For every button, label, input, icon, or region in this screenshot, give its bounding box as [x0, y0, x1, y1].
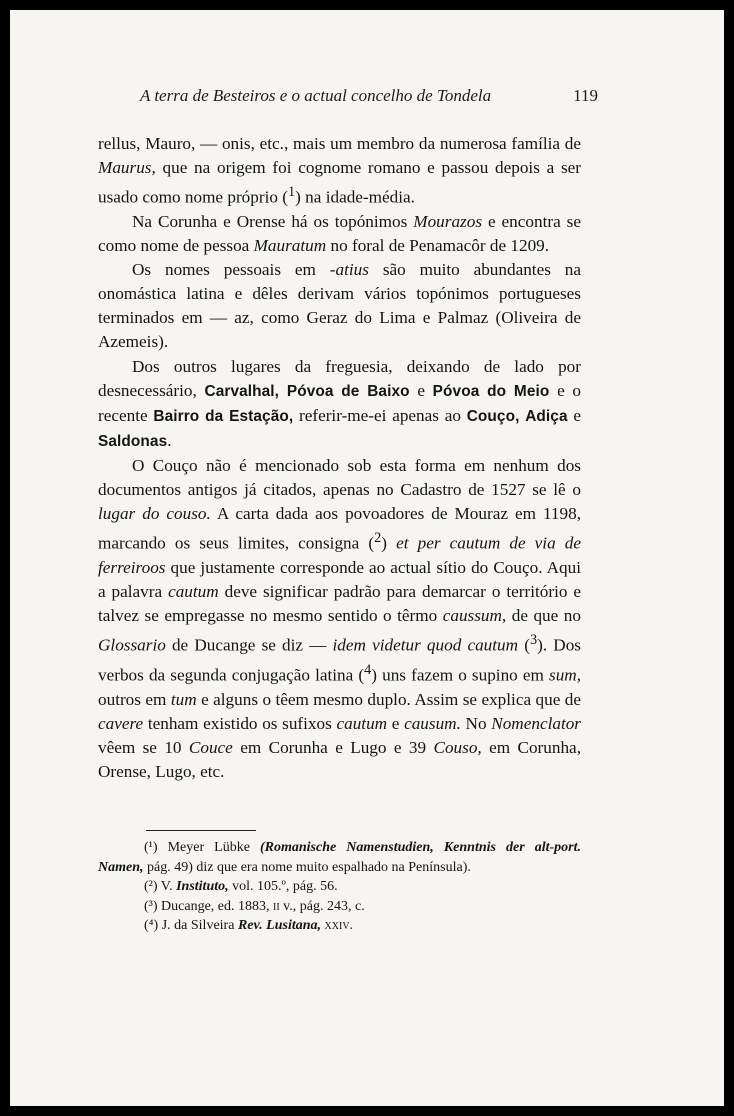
running-title: A terra de Besteiros e o actual concelho de Tondela	[140, 86, 492, 105]
footnote-ref-2: 2	[374, 530, 382, 547]
footnote-3: (³) Ducange, ed. 1883, ii v., pág. 243, c.	[144, 898, 365, 914]
place-bairro-estacao: Bairro da Estação,	[153, 407, 294, 425]
place-carvalhal-povoa-baixo: Carvalhal, Póvoa de Baixo	[204, 382, 410, 400]
paragraph-5: O Couço não é mencionado sob esta forma em nenhum dos documentos antigos já citados, apenas no Cadastro de 1527 se lê o lugar do couso. A carta dada aos povoadores de Mouraz em 1198, marcando os seus limites, consigna ($^2$) et per cautum de via de ferreiroos que justamente corresponde ao actual sítio do Couço. Aqui a palavra cautum deve significar padrão para demarcar o território e talvez se empregasse no mesmo sentido o têrmo caussum, de que no Glossario de Ducange se diz — idem videtur quod cautum ($^3$). Dos verbos da segunda conjugação latina ($^4$) uns fazem o supino em sum, outros em tum e alguns o têem mesmo duplo. Assim se explica que de cavere tenham existido os sufixos cautum e causum. No Nomenclator vêem se 10 Couce em Corunha e Lugo e 39 Couso, em Corunha, Orense, Lugo, etc.	[98, 455, 582, 782]
paragraph-3: Os nomes pessoais em -atius são muito abundantes na onomástica latina e dêles derivam vários topónimos portugueses terminados em — az, como Geraz do Lima e Palmaz (Oliveira de Azemeis).	[98, 260, 582, 352]
footnote-ref-4: 4	[364, 662, 372, 679]
footnote-2: (²) V. Instituto, vol. 105.º, pág. 56.	[144, 879, 338, 894]
paragraph-1: rellus, Mauro, — onis, etc., mais um membro da numerosa família de Maurus, que na origem foi cognome romano e passou depois a ser usado como nome próprio ($^1$) na idade-média.	[98, 134, 581, 207]
running-header	[110, 78, 598, 108]
place-povoa-meio: Póvoa do Meio	[432, 382, 550, 400]
footnote-ref-1: 1	[287, 184, 296, 201]
footnote-4: (⁴) J. da Silveira Rev. Lusitana, xxiv.	[144, 918, 354, 933]
footnote-rule	[146, 830, 256, 831]
paragraph-4: Dos outros lugares da freguesia, deixando de lado por desnecessário, Carvalhal, Póvoa de Baixo e Póvoa do Meio e o recente Bairro da Estação, referir-me-ei apenas ao Couço, Adiça e Saldonas.	[98, 356, 582, 450]
scanned-page	[10, 10, 724, 1106]
place-saldonas: Saldonas	[98, 432, 168, 450]
page-number: 119	[573, 86, 598, 105]
body-text	[98, 132, 581, 784]
footnote-1: (¹) Meyer Lübke (Romanische Namenstudien, Kenntnis der alt-port. Namen, pág. 49) diz que era nome muito espalhado na Península).	[98, 840, 581, 875]
footnote-ref-3: 3	[529, 632, 538, 649]
place-adica: Adiça	[525, 407, 568, 425]
place-couco: Couço,	[466, 407, 520, 425]
footnotes	[98, 838, 581, 936]
paragraph-2: Na Corunha e Orense há os topónimos Mourazos e encontra se como nome de pessoa Mauratum no foral de Penamacôr de 1209.	[98, 212, 581, 256]
